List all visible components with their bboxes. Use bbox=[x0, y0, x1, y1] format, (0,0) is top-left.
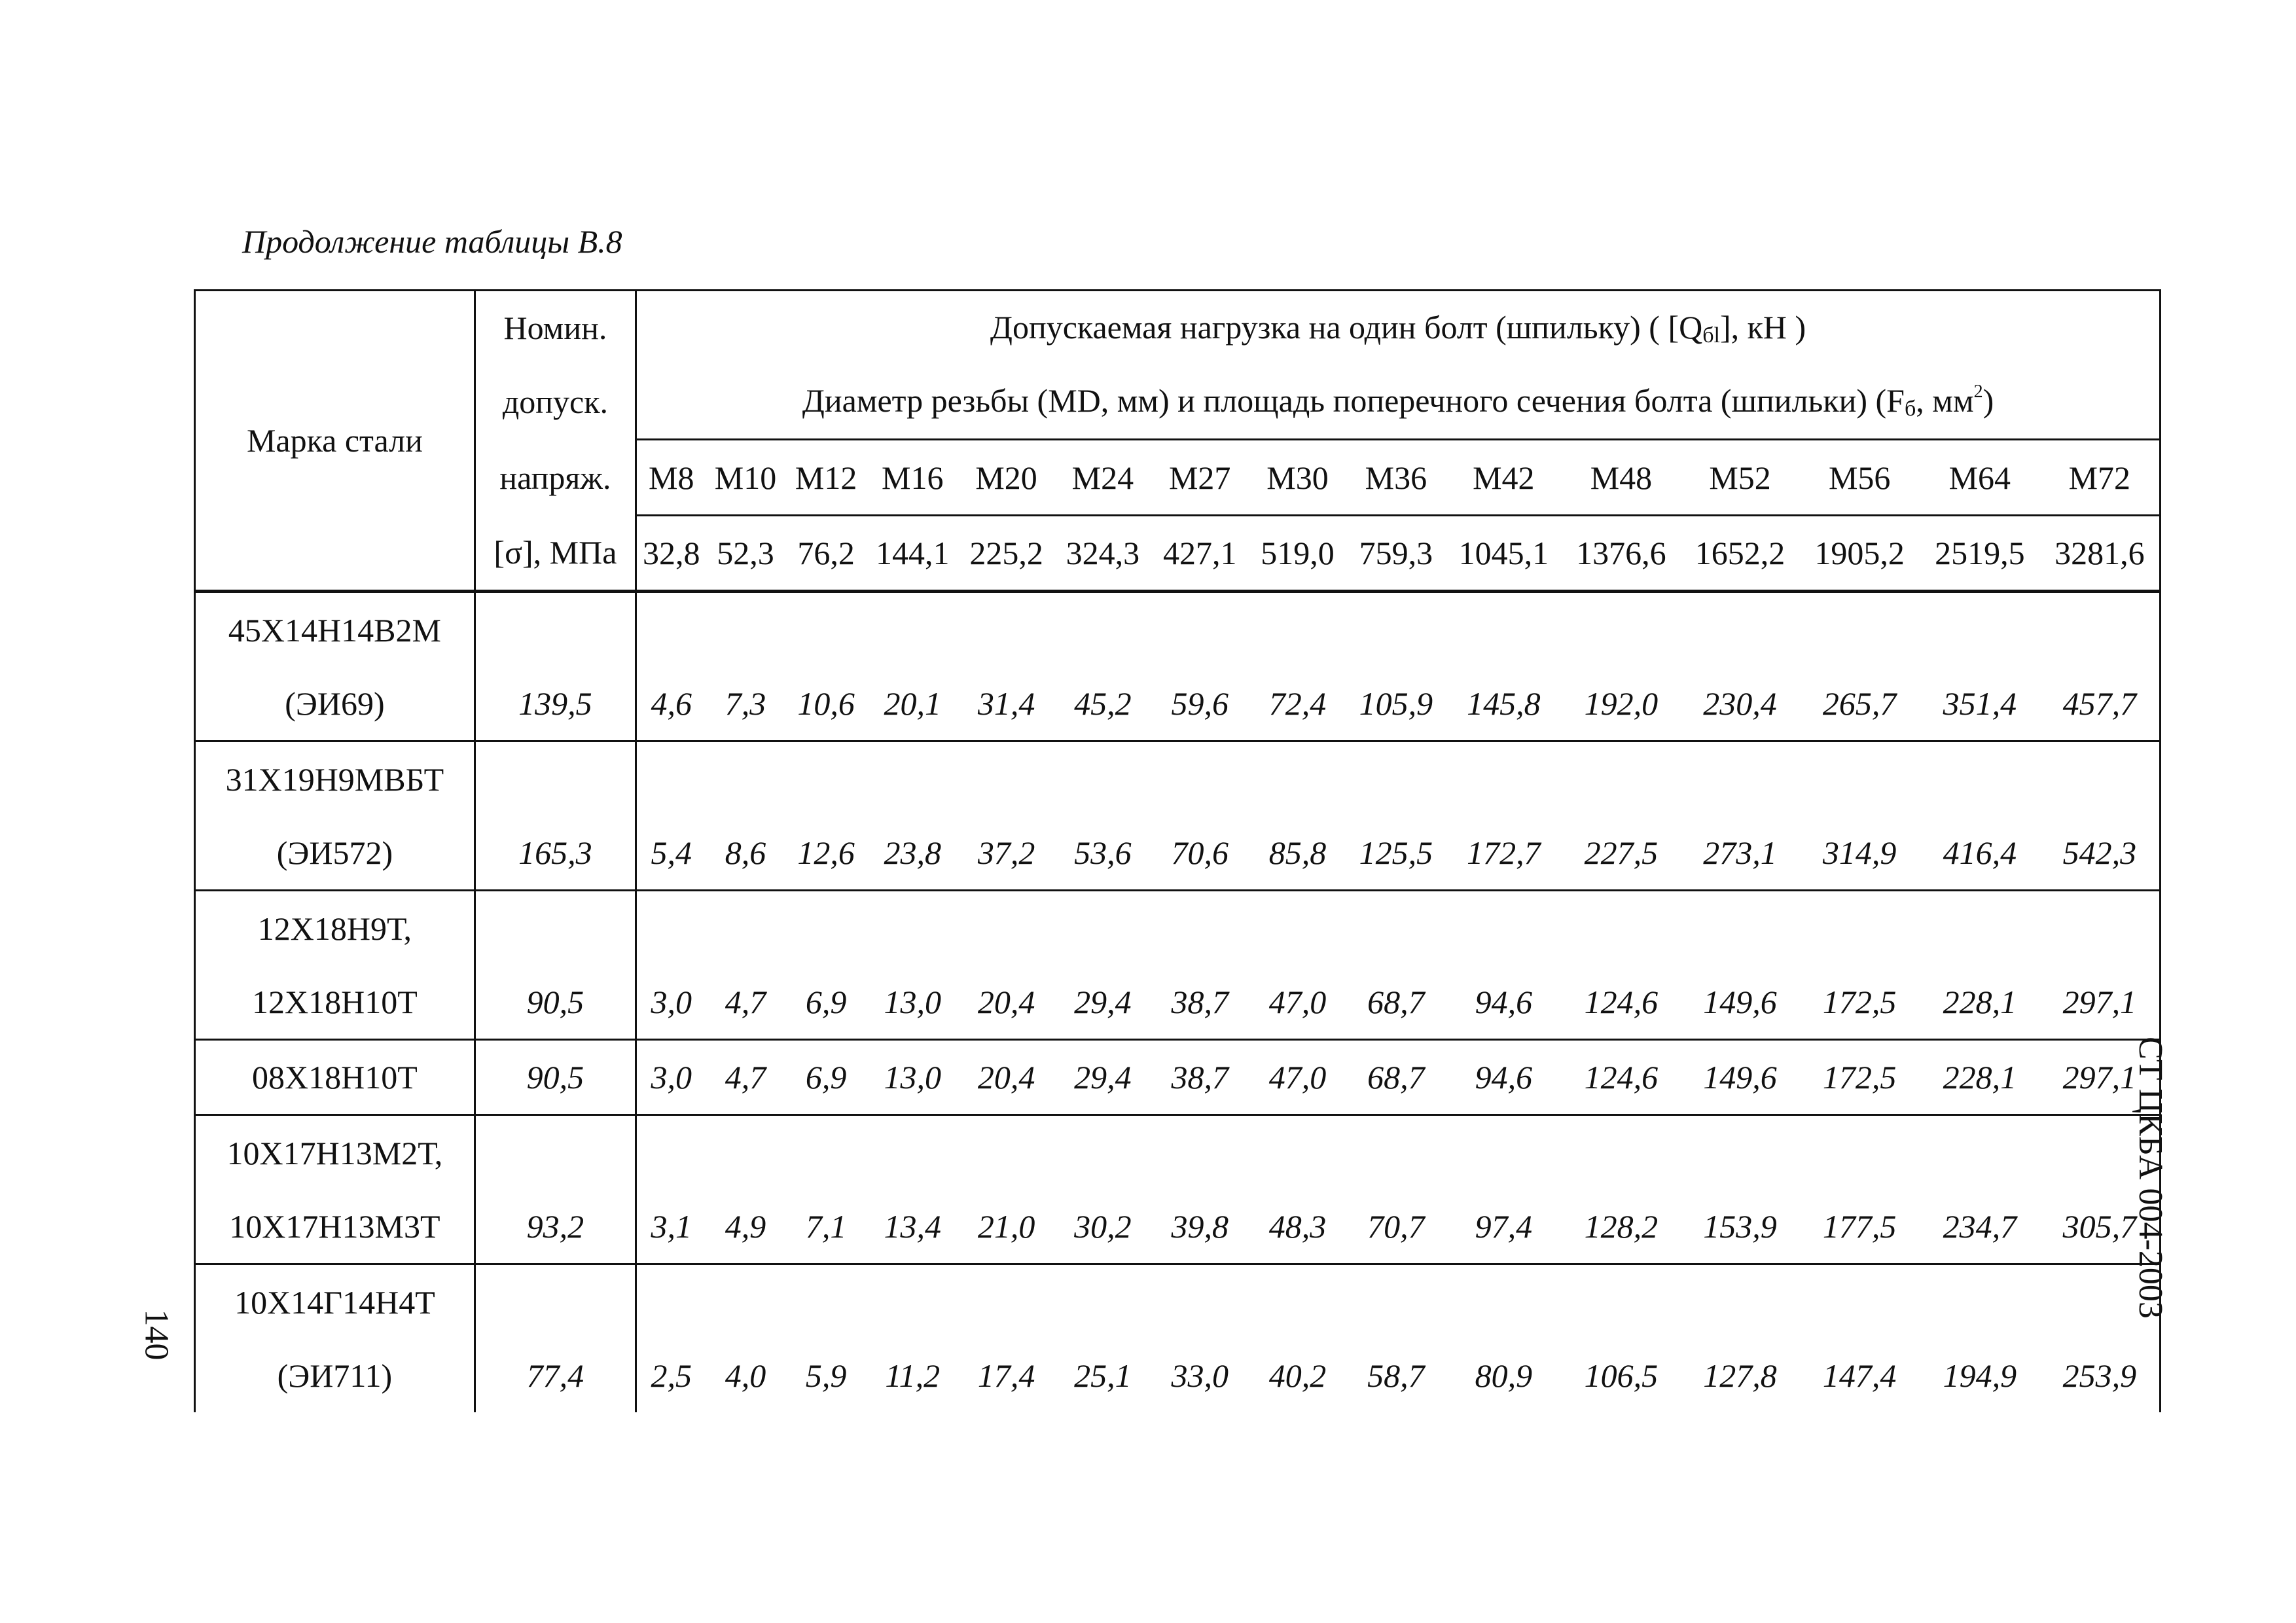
area-header: 3281,6 bbox=[2040, 516, 2161, 592]
load-value: 53,6 bbox=[1054, 816, 1151, 891]
table-row bbox=[195, 1040, 2161, 1115]
load-value: 351,4 bbox=[1920, 667, 2040, 741]
area-header: 1905,2 bbox=[1799, 516, 1920, 592]
table-row bbox=[195, 965, 2161, 1040]
load-value: 5,4 bbox=[636, 816, 706, 891]
load-value: 128,2 bbox=[1562, 1190, 1681, 1264]
load-value: 21,0 bbox=[958, 1190, 1054, 1264]
load-value: 58,7 bbox=[1367, 1357, 1425, 1394]
load-value: 4,7 bbox=[706, 965, 785, 1040]
load-value: 8,6 bbox=[706, 816, 785, 891]
stress-cell-spacer bbox=[475, 741, 636, 817]
table-row bbox=[195, 1115, 2161, 1190]
table-row bbox=[195, 1190, 2161, 1264]
load-value: 149,6 bbox=[1681, 965, 1800, 1040]
load-value: 265,7 bbox=[1799, 667, 1920, 741]
load-value: 106,5 bbox=[1584, 1357, 1659, 1394]
size-header: M56 bbox=[1799, 440, 1920, 516]
load-value: 70,6 bbox=[1151, 816, 1249, 891]
area-header: 76,2 bbox=[785, 516, 867, 592]
load-value: 105,9 bbox=[1346, 667, 1445, 741]
load-value: 153,9 bbox=[1681, 1190, 1800, 1264]
load-value: 17,4 bbox=[977, 1357, 1035, 1394]
area-header: 1045,1 bbox=[1446, 516, 1562, 592]
load-value: 31,4 bbox=[958, 667, 1054, 741]
load-value: 145,8 bbox=[1446, 667, 1562, 741]
load-value: 3,0 bbox=[636, 965, 706, 1040]
load-value: 68,7 bbox=[1346, 965, 1445, 1040]
load-value: 70,7 bbox=[1346, 1190, 1445, 1264]
allowable-stress: 165,3 bbox=[475, 816, 636, 891]
size-header: M64 bbox=[1920, 440, 2040, 516]
size-header: M8 bbox=[636, 440, 706, 516]
size-header: M12 bbox=[785, 440, 867, 516]
load-value: 80,9 bbox=[1475, 1357, 1533, 1394]
load-value: 5,9 bbox=[805, 1357, 847, 1394]
load-value: 13,4 bbox=[867, 1190, 958, 1264]
load-value: 125,5 bbox=[1346, 816, 1445, 891]
stress-cell-spacer bbox=[475, 592, 636, 668]
steel-grade-line-1: 45Х14Н14В2М bbox=[195, 592, 475, 668]
load-value: 6,9 bbox=[785, 1040, 867, 1115]
load-value: 45,2 bbox=[1054, 667, 1151, 741]
table-row bbox=[195, 816, 2161, 891]
allowable-stress: 90,5 bbox=[475, 1040, 636, 1115]
load-value: 416,4 bbox=[1920, 816, 2040, 891]
load-value: 230,4 bbox=[1681, 667, 1800, 741]
area-header: 1652,2 bbox=[1681, 516, 1800, 592]
values-spacer bbox=[636, 592, 2161, 668]
load-value: 40,2 bbox=[1268, 1357, 1327, 1394]
load-value: 39,8 bbox=[1151, 1190, 1249, 1264]
load-value: 297,1 bbox=[2040, 965, 2161, 1040]
load-value: 20,1 bbox=[867, 667, 958, 741]
values-spacer bbox=[636, 741, 2161, 817]
steel-grade-line-2: 12Х18Н10Т bbox=[195, 965, 475, 1040]
steel-grade-line-2: (ЭИ572) bbox=[195, 816, 475, 891]
bolt-load-table bbox=[194, 289, 2161, 1412]
area-header: 519,0 bbox=[1249, 516, 1346, 592]
steel-grade-line-2: 10Х17Н13М3Т bbox=[195, 1190, 475, 1264]
load-value: 20,4 bbox=[958, 965, 1054, 1040]
values-spacer bbox=[636, 1264, 2161, 1340]
load-value: 273,1 bbox=[1681, 816, 1800, 891]
table-row bbox=[195, 741, 2161, 817]
load-value: 13,0 bbox=[867, 1040, 958, 1115]
load-value: 85,8 bbox=[1249, 816, 1346, 891]
document-id: СТ ЦКБА 004-2003 bbox=[2131, 1037, 2169, 1319]
values-spacer bbox=[636, 1115, 2161, 1190]
load-value: 11,2 bbox=[885, 1357, 941, 1394]
load-value: 7,1 bbox=[785, 1190, 867, 1264]
table-row bbox=[195, 1339, 2161, 1412]
values-spacer bbox=[636, 891, 2161, 966]
load-value: 149,6 bbox=[1681, 1040, 1800, 1115]
size-header: M27 bbox=[1151, 440, 1249, 516]
load-value: 228,1 bbox=[1920, 1040, 2040, 1115]
area-header: 759,3 bbox=[1346, 516, 1445, 592]
load-value: 59,6 bbox=[1151, 667, 1249, 741]
load-value: 127,8 bbox=[1703, 1357, 1777, 1394]
load-value: 172,5 bbox=[1799, 965, 1920, 1040]
load-value: 94,6 bbox=[1446, 1040, 1562, 1115]
load-value: 38,7 bbox=[1151, 1040, 1249, 1115]
load-value: 124,6 bbox=[1562, 1040, 1681, 1115]
steel-grade-line-1: 10Х17Н13М2Т, bbox=[195, 1115, 475, 1190]
size-header: M42 bbox=[1446, 440, 1562, 516]
allowable-stress: 90,5 bbox=[475, 965, 636, 1040]
page-number: 140 bbox=[137, 1309, 175, 1361]
area-header: 144,1 bbox=[867, 516, 958, 592]
load-value: 147,4 bbox=[1822, 1357, 1897, 1394]
header-stress-line-1: Номин. bbox=[475, 291, 636, 365]
load-value: 33,0 bbox=[1171, 1357, 1229, 1394]
load-value: 305,7 bbox=[2040, 1190, 2161, 1264]
steel-grade-line-1: 31Х19Н9МВБТ bbox=[195, 741, 475, 817]
area-header: 52,3 bbox=[706, 516, 785, 592]
size-header: M72 bbox=[2040, 440, 2161, 516]
header-stress-line-4: [σ], МПа bbox=[475, 516, 636, 592]
table-row bbox=[195, 667, 2161, 741]
load-value: 25,1 bbox=[1074, 1357, 1132, 1394]
load-value: 172,7 bbox=[1446, 816, 1562, 891]
load-value: 38,7 bbox=[1151, 965, 1249, 1040]
load-value: 228,1 bbox=[1920, 965, 2040, 1040]
area-header: 1376,6 bbox=[1562, 516, 1681, 592]
load-value: 4,0 bbox=[725, 1357, 766, 1394]
steel-grade-line-1: 10Х14Г14Н4Т bbox=[195, 1264, 475, 1340]
area-header: 427,1 bbox=[1151, 516, 1249, 592]
size-header: M16 bbox=[867, 440, 958, 516]
load-value: 177,5 bbox=[1799, 1190, 1920, 1264]
load-value: 94,6 bbox=[1446, 965, 1562, 1040]
header-diameter-title: Диаметр резьбы (MD, мм) и площадь поперечного сечения болта (шпильки) (Fб, $мм^2$) bbox=[636, 365, 2161, 440]
load-value: 47,0 bbox=[1249, 965, 1346, 1040]
size-header: M52 bbox=[1681, 440, 1800, 516]
load-value: 23,8 bbox=[867, 816, 958, 891]
size-header: M10 bbox=[706, 440, 785, 516]
stress-cell-spacer bbox=[475, 891, 636, 966]
load-value: 124,6 bbox=[1562, 965, 1681, 1040]
load-value: 3,1 bbox=[636, 1190, 706, 1264]
table-caption: Продолжение таблицы В.8 bbox=[242, 223, 622, 260]
header-stress-line-3: напряж. bbox=[475, 440, 636, 516]
load-value: 194,9 bbox=[1943, 1357, 2017, 1394]
load-value: 253,9 bbox=[2040, 1339, 2161, 1412]
steel-grade-line-2: (ЭИ711) bbox=[195, 1339, 475, 1412]
load-value: 227,5 bbox=[1562, 816, 1681, 891]
steel-grade-line-1: 12Х18Н9Т, bbox=[195, 891, 475, 966]
load-value: 13,0 bbox=[867, 965, 958, 1040]
load-value: 457,7 bbox=[2040, 667, 2161, 741]
load-value: 37,2 bbox=[958, 816, 1054, 891]
load-value: 68,7 bbox=[1346, 1040, 1445, 1115]
area-header: 2519,5 bbox=[1920, 516, 2040, 592]
load-value: 12,6 bbox=[785, 816, 867, 891]
size-header: M24 bbox=[1054, 440, 1151, 516]
size-header: M48 bbox=[1562, 440, 1681, 516]
allowable-stress: 77,4 bbox=[475, 1339, 636, 1412]
load-value: 97,4 bbox=[1446, 1190, 1562, 1264]
size-header: M36 bbox=[1346, 440, 1445, 516]
load-value: 234,7 bbox=[1920, 1190, 2040, 1264]
load-value: 29,4 bbox=[1054, 1040, 1151, 1115]
load-value: 3,0 bbox=[636, 1040, 706, 1115]
header-stress-line-2: допуск. bbox=[475, 365, 636, 440]
area-header: 324,3 bbox=[1054, 516, 1151, 592]
load-value: 4,6 bbox=[636, 667, 706, 741]
load-value: 7,3 bbox=[706, 667, 785, 741]
load-value: 542,3 bbox=[2040, 816, 2161, 891]
steel-grade-line-2: (ЭИ69) bbox=[195, 667, 475, 741]
size-header: M20 bbox=[958, 440, 1054, 516]
table-row bbox=[195, 891, 2161, 966]
load-value: 4,9 bbox=[706, 1190, 785, 1264]
allowable-stress: 139,5 bbox=[475, 667, 636, 741]
size-header: M30 bbox=[1249, 440, 1346, 516]
table-row bbox=[195, 1264, 2161, 1340]
area-header: 225,2 bbox=[958, 516, 1054, 592]
header-grade: Марка стали bbox=[195, 291, 475, 592]
load-value: 48,3 bbox=[1249, 1190, 1346, 1264]
load-value: 72,4 bbox=[1249, 667, 1346, 741]
load-value: 314,9 bbox=[1799, 816, 1920, 891]
stress-cell-spacer bbox=[475, 1115, 636, 1190]
header-load-title: Допускаемая нагрузка на один болт (шпильку) ( [Qбl], кН ) bbox=[636, 291, 2161, 365]
load-value: 297,1 bbox=[2040, 1040, 2161, 1115]
table-row bbox=[195, 592, 2161, 668]
load-value: 30,2 bbox=[1054, 1190, 1151, 1264]
steel-grade: 08Х18Н10Т bbox=[195, 1040, 475, 1115]
load-value: 172,5 bbox=[1799, 1040, 1920, 1115]
allowable-stress: 93,2 bbox=[475, 1190, 636, 1264]
area-header: 32,8 bbox=[636, 516, 706, 592]
stress-cell-spacer bbox=[475, 1264, 636, 1340]
load-value: 6,9 bbox=[785, 965, 867, 1040]
load-value: 10,6 bbox=[785, 667, 867, 741]
load-value: 4,7 bbox=[706, 1040, 785, 1115]
load-value: 192,0 bbox=[1562, 667, 1681, 741]
load-value: 29,4 bbox=[1054, 965, 1151, 1040]
load-value: 47,0 bbox=[1249, 1040, 1346, 1115]
load-value: 2,5 bbox=[636, 1339, 706, 1412]
load-value: 20,4 bbox=[958, 1040, 1054, 1115]
